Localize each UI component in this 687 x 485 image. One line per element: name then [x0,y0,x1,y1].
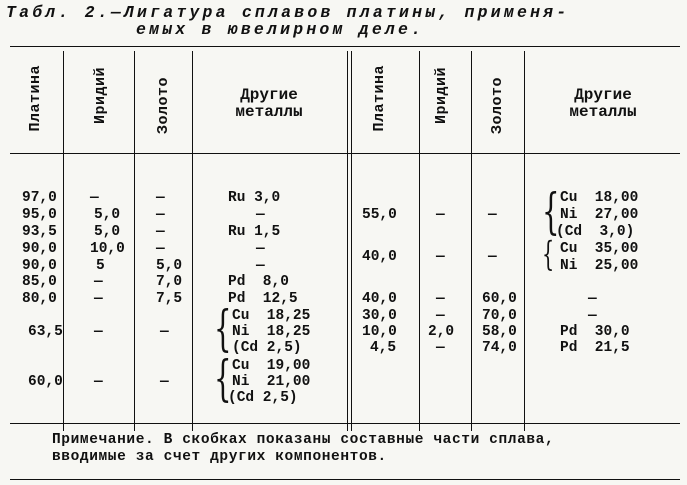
table-note-line-2: вводимые за счет других компонентов. [52,449,387,465]
left-iridium-1: — [90,190,99,206]
left-group2-line1: Cu 19,00 [232,358,311,374]
right-group1-line1: Cu 18,00 [560,190,639,206]
left-gold-4: — [156,241,165,257]
table-note [52,432,672,466]
left-brace-2: { [214,349,232,407]
right-iridium-5: 2,0 [428,324,455,340]
left-iridium-8: — [94,324,103,340]
left-platinum-3: 93,5 [22,224,57,240]
left-platinum-2: 95,0 [22,207,57,223]
left-platinum-7: 80,0 [22,291,57,307]
right-other-4: — [588,308,597,324]
column-rule [63,51,64,431]
column-rule [192,51,193,431]
right-group1-line3: (Cd 3,0) [556,224,635,240]
left-platinum-1: 97,0 [22,190,57,206]
right-platinum-1: 55,0 [362,207,397,223]
left-group1-line2: Ni 18,25 [232,324,311,340]
left-platinum-8: 63,5 [28,324,63,340]
left-group1-line1: Cu 18,25 [232,308,311,324]
left-brace-1: { [214,299,232,357]
header-other-right-text: Другие металлы [569,86,637,121]
right-iridium-2: — [436,249,445,265]
column-rule [471,51,472,431]
table-title-line-2: емых в ювелирном деле. [136,20,425,39]
table-bottom-rule [10,479,680,480]
right-brace-1: { [542,182,560,240]
right-gold-4: 70,0 [482,308,517,324]
right-other-3: — [588,291,597,307]
table-title [6,4,682,38]
left-iridium-9: — [94,374,103,390]
right-platinum-2: 40,0 [362,249,397,265]
left-iridium-5: 5 [96,258,105,274]
right-other-5: Pd 30,0 [560,324,630,340]
right-group1-line2: Ni 27,00 [560,207,639,223]
left-platinum-5: 90,0 [22,258,57,274]
left-gold-8: — [160,324,169,340]
right-gold-5: 58,0 [482,324,517,340]
left-platinum-9: 60,0 [28,374,63,390]
left-other-7: Pd 12,5 [228,291,298,307]
header-iridium-right: Иридий [433,67,450,125]
left-gold-1: — [156,190,165,206]
column-rule-double [347,51,348,431]
left-group1-line3: (Cd 2,5) [232,340,302,356]
header-rule [10,153,680,154]
right-iridium-3: — [436,291,445,307]
right-group2-line2: Ni 25,00 [560,258,639,274]
left-gold-9: — [160,374,169,390]
right-platinum-3: 40,0 [362,291,397,307]
left-gold-2: — [156,207,165,223]
left-other-5: — [256,258,265,274]
right-gold-6: 74,0 [482,340,517,356]
header-platinum-left: Платина [27,65,44,132]
left-platinum-4: 90,0 [22,241,57,257]
right-brace-2: { [542,233,555,274]
left-other-3: Ru 1,5 [228,224,281,240]
right-other-6: Pd 21,5 [560,340,630,356]
header-gold-left: Золото [155,77,172,135]
right-gold-3: 60,0 [482,291,517,307]
left-other-6: Pd 8,0 [228,274,289,290]
left-gold-7: 7,5 [156,291,183,307]
left-iridium-2: 5,0 [94,207,121,223]
header-other-left-text: Другие металлы [235,86,303,121]
header-other-left [206,87,332,121]
left-platinum-6: 85,0 [22,274,57,290]
left-other-4: — [256,241,265,257]
alloy-table [10,46,680,483]
left-iridium-6: — [94,274,103,290]
header-iridium-left: Иридий [92,67,109,125]
right-iridium-6: — [436,340,445,356]
left-group2-line2: Ni 21,00 [232,374,311,390]
header-platinum-right: Платина [371,65,388,132]
left-group2-line3: (Cd 2,5) [228,390,298,406]
column-rule [524,51,525,431]
left-other-2: — [256,207,265,223]
right-group2-line1: Cu 35,00 [560,241,639,257]
column-rule-double [351,51,352,431]
right-gold-1: — [488,207,497,223]
right-platinum-6: 4,5 [370,340,397,356]
left-gold-6: 7,0 [156,274,183,290]
table-title-line-1: Табл. 2.—Лигатура сплавов платины, применя- [6,3,570,22]
right-iridium-4: — [436,308,445,324]
header-other-right [538,87,668,121]
right-gold-2: — [488,249,497,265]
left-iridium-4: 10,0 [90,241,125,257]
note-rule [10,423,680,424]
right-platinum-4: 30,0 [362,308,397,324]
column-rule [419,51,420,431]
left-iridium-7: — [94,291,103,307]
table-note-line-1: Примечание. В скобках показаны составные части сплава, [52,432,555,448]
left-iridium-3: 5,0 [94,224,121,240]
left-gold-5: 5,0 [156,258,183,274]
right-platinum-5: 10,0 [362,324,397,340]
column-rule [134,51,135,431]
left-gold-3: — [156,224,165,240]
left-other-1: Ru 3,0 [228,190,281,206]
header-gold-right: Золото [489,77,506,135]
right-iridium-1: — [436,207,445,223]
